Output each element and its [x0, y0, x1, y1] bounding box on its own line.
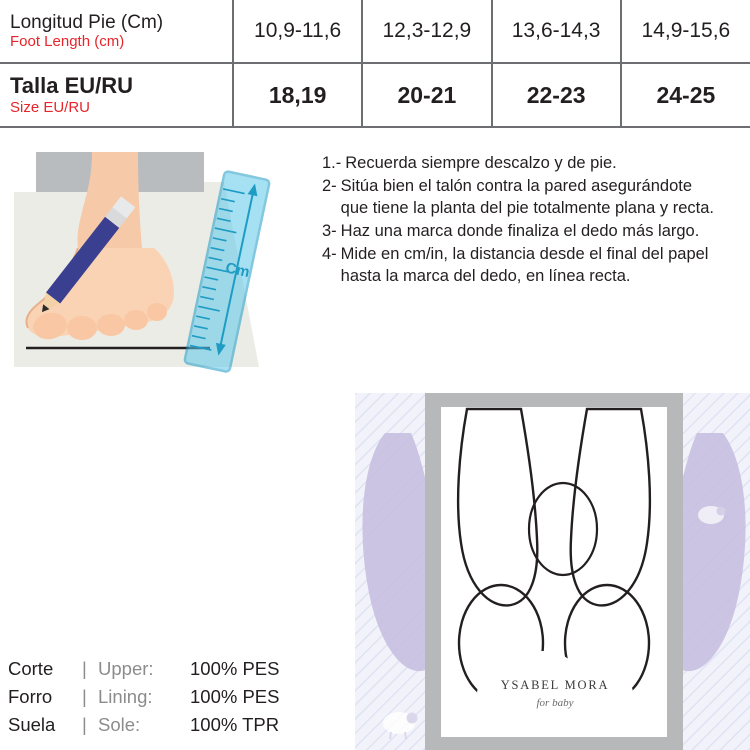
material-label-es: Suela	[8, 714, 56, 736]
cell-size-3: 22-23	[492, 63, 621, 127]
cell-foot-length-2: 12,3-12,9	[362, 0, 491, 63]
size-table	[0, 0, 750, 128]
product-photo	[355, 393, 750, 750]
instruction-number: 4-	[322, 245, 337, 264]
material-label-es: Corte	[8, 658, 54, 679]
instruction-item	[322, 243, 722, 287]
row-label-en: Size EU/RU	[10, 98, 91, 116]
cell-foot-length-4: 14,9-15,6	[621, 0, 750, 63]
row-label-foot-length	[0, 0, 233, 63]
instruction-item	[322, 175, 722, 219]
table-row	[0, 0, 750, 63]
row-label-size	[0, 63, 233, 127]
material-label-en: Lining:	[98, 686, 153, 708]
material-value: 100% PES	[190, 658, 280, 679]
instruction-number: 3-	[322, 222, 337, 241]
foot-measuring-illustration	[14, 152, 304, 392]
size-chart-table	[0, 0, 750, 128]
cell-size-1: 18,19	[233, 63, 362, 127]
table-row	[0, 63, 750, 127]
row-label-es: Talla EU/RU	[10, 73, 134, 99]
material-label-en: Sole:	[98, 714, 141, 736]
material-row-upper	[8, 655, 348, 683]
material-value: 100% TPR	[190, 714, 280, 736]
cell-size-2: 20-21	[362, 63, 491, 127]
material-label-en: Upper:	[98, 658, 154, 679]
cell-foot-length-1: 10,9-11,6	[233, 0, 362, 63]
instruction-number: 2-	[322, 177, 337, 196]
brand-name: YSABEL MORA	[500, 678, 610, 692]
materials-list	[8, 655, 348, 739]
instruction-item	[322, 152, 722, 174]
material-row-sole	[8, 711, 348, 739]
material-separator: |	[82, 686, 87, 708]
cell-size-4: 24-25	[621, 63, 750, 127]
instruction-text: Sitúa bien el talón contra la pared asegurándote que tiene la planta del pie totalmente plana y recta.	[340, 177, 715, 218]
instruction-item	[322, 220, 722, 242]
material-row-lining	[8, 683, 348, 711]
material-label-es: Forro	[8, 686, 53, 708]
material-value: 100% PES	[190, 686, 280, 708]
row-label-en: Foot Length (cm)	[10, 33, 125, 50]
measuring-instructions	[322, 152, 722, 288]
instruction-text: Mide en cm/in, la distancia desde el final del papel hasta la marca del dedo, en línea recta.	[340, 245, 709, 286]
instruction-number: 1.-	[322, 154, 342, 172]
instruction-text: Haz una marca donde finaliza el dedo más largo.	[340, 222, 700, 241]
instruction-text: Recuerda siempre descalzo y de pie.	[345, 154, 617, 172]
cell-foot-length-3: 13,6-14,3	[492, 0, 621, 63]
ruler-unit-label: Cm	[223, 259, 252, 282]
material-separator: |	[82, 714, 87, 736]
row-label-es: Longitud Pie (Cm)	[10, 11, 164, 33]
brand-tagline: for baby	[536, 697, 574, 709]
material-separator: |	[82, 658, 87, 679]
